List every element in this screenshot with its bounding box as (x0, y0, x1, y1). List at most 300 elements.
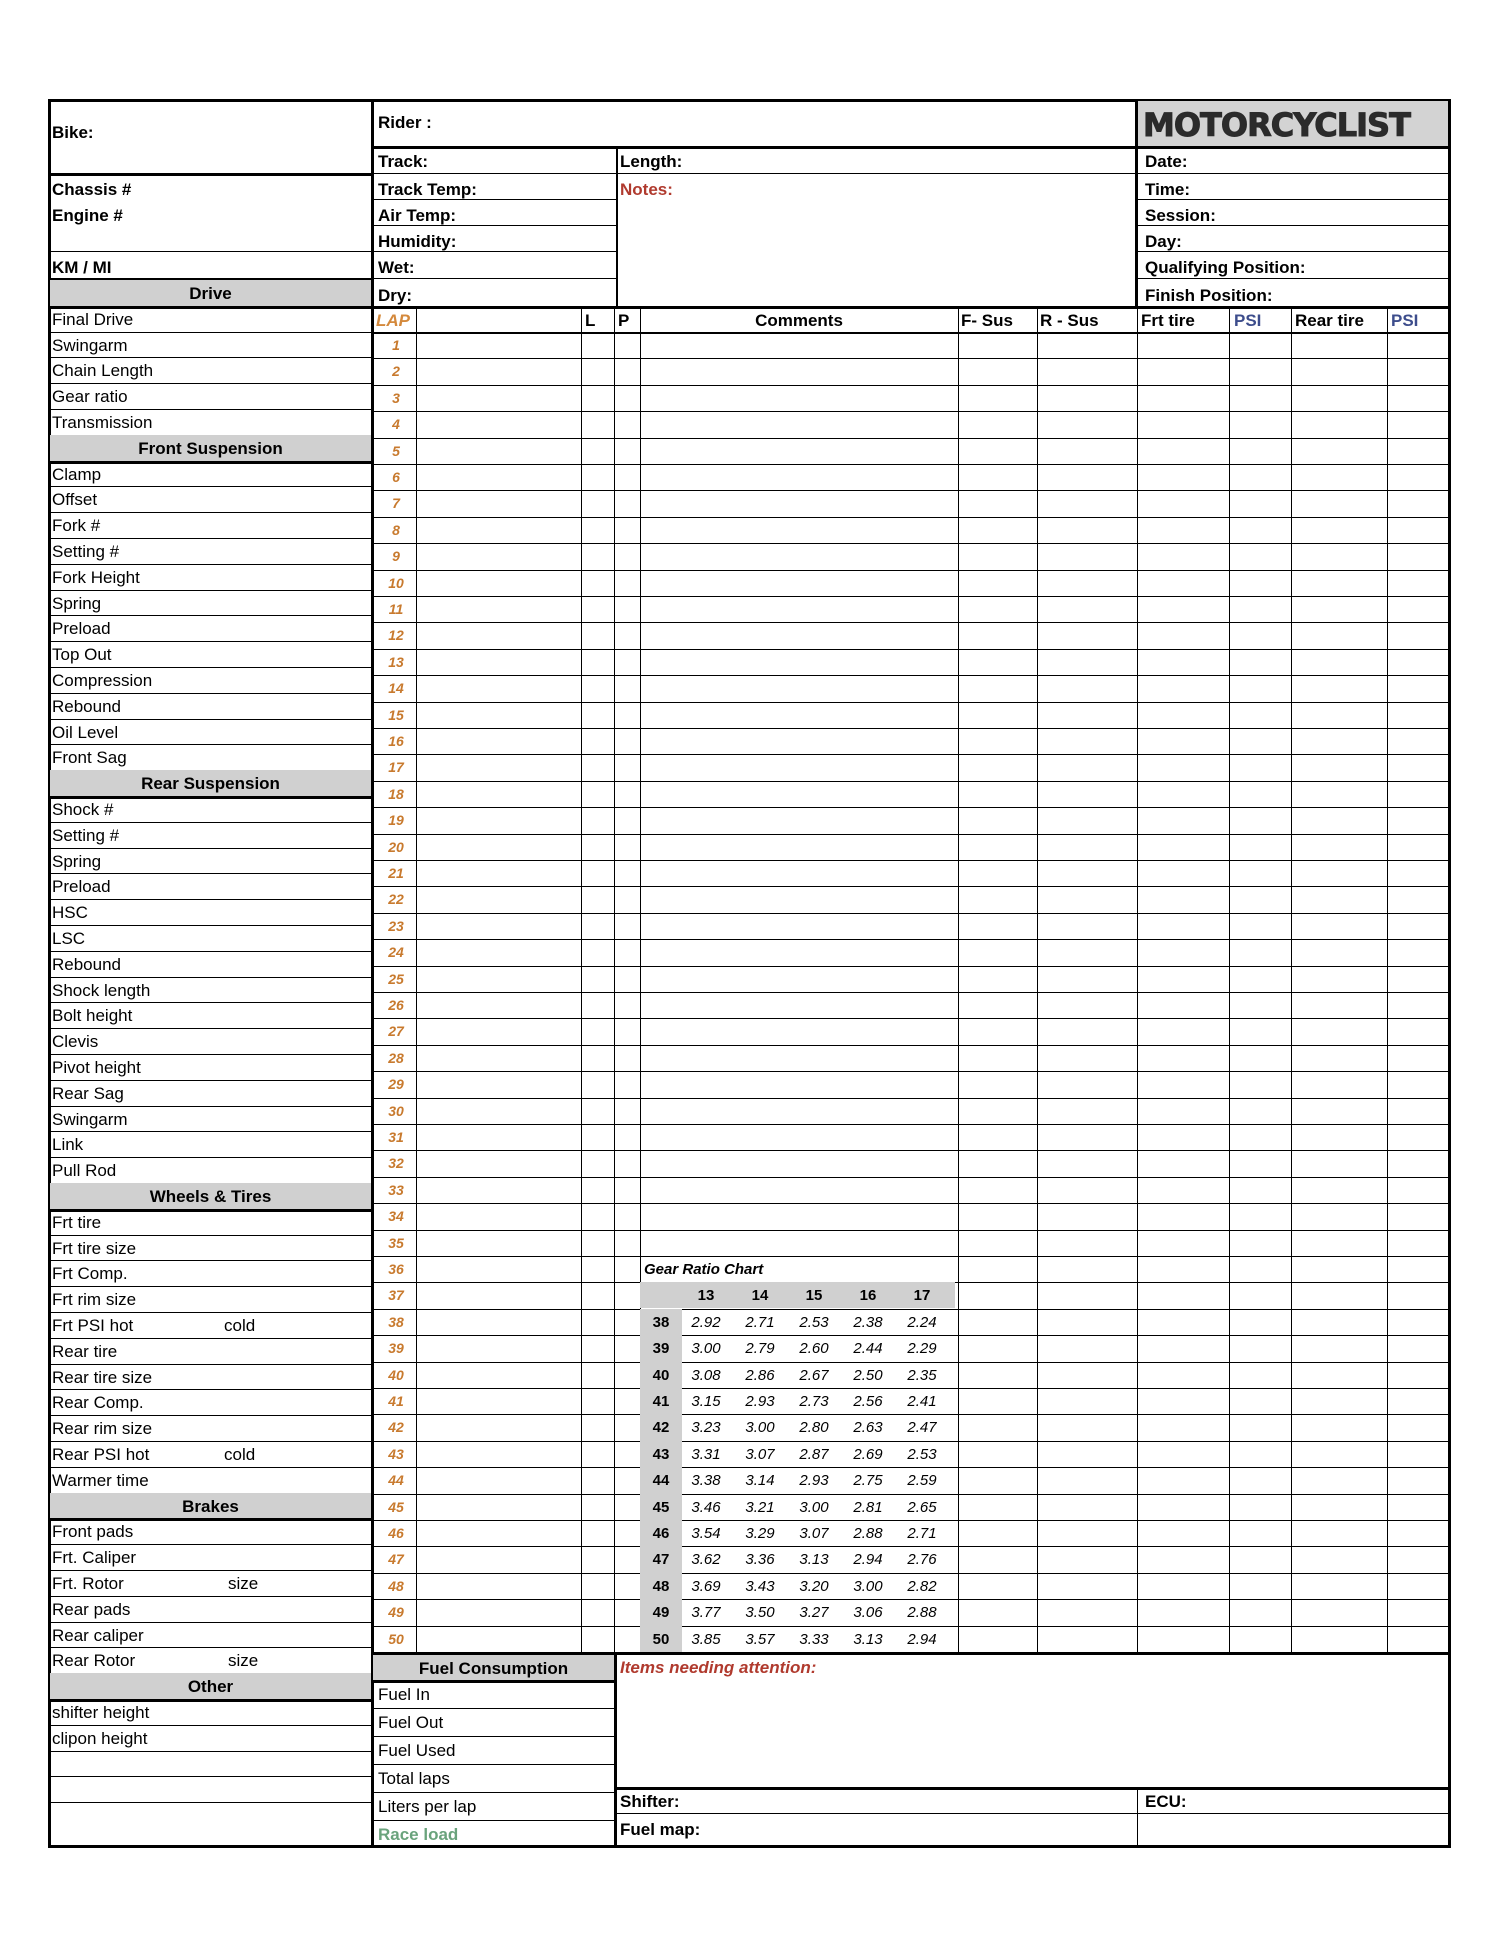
setup-field-label: Rear tire (52, 1342, 118, 1361)
gear-ratio-value: 2.63 (853, 1419, 883, 1436)
lap-number: 44 (388, 1472, 404, 1488)
setup-field-label: Warmer time (52, 1471, 149, 1490)
setup-field-label: Pull Rod (52, 1161, 117, 1180)
engine-label: Engine # (52, 206, 123, 225)
gear-ratio-value: 3.85 (691, 1631, 721, 1648)
rear-tire-header: Rear tire (1295, 311, 1364, 330)
divider (48, 486, 373, 487)
setup-field-label: Setting # (52, 826, 120, 845)
setup-field-label: Spring (52, 594, 102, 613)
lap-number: 42 (388, 1419, 404, 1435)
setup-field-label: clipon height (52, 1729, 148, 1748)
lap-number: 6 (392, 469, 400, 485)
lap-number: 3 (392, 390, 400, 406)
attention-label: Items needing attention: (620, 1658, 817, 1677)
gear-ratio-value: 2.94 (853, 1551, 883, 1568)
gear-rear-sprocket: 48 (652, 1578, 670, 1595)
divider (48, 1338, 373, 1339)
gear-rear-sprocket: 38 (652, 1314, 670, 1331)
setup-field-label: Swingarm (52, 1110, 128, 1129)
divider (48, 564, 373, 565)
setup-field-label: Chain Length (52, 361, 154, 380)
motorcyclist-logo: MOTORCYCLIST (1137, 101, 1448, 146)
air-temp-label: Air Temp: (378, 206, 457, 225)
gear-ratio-value: 3.33 (799, 1631, 829, 1648)
divider (48, 615, 373, 616)
divider (373, 781, 1451, 782)
lap-number: 43 (388, 1446, 404, 1462)
divider (48, 1544, 373, 1545)
divider (373, 1736, 616, 1737)
divider (373, 332, 1451, 334)
divider (48, 1080, 373, 1081)
gear-ratio-value: 2.76 (907, 1551, 937, 1568)
column-divider (1229, 306, 1230, 1652)
frt-tire-header: Frt tire (1141, 311, 1195, 330)
divider (48, 1570, 373, 1571)
gear-ratio-value: 2.88 (853, 1525, 883, 1542)
km-mi-label: KM / MI (52, 258, 112, 277)
gear-ratio-value: 2.44 (853, 1340, 883, 1357)
fuel-title: Fuel Consumption (418, 1659, 569, 1678)
qualifying-label: Qualifying Position: (1145, 258, 1306, 277)
divider (373, 1150, 1451, 1151)
comments-header: Comments (755, 311, 843, 330)
gear-ratio-value: 2.75 (853, 1472, 883, 1489)
lap-number: 14 (388, 680, 404, 696)
divider (373, 834, 1451, 835)
gear-ratio-value: 2.50 (853, 1367, 883, 1384)
gear-ratio-value: 2.71 (745, 1314, 775, 1331)
gear-ratio-value: 2.24 (907, 1314, 937, 1331)
divider (48, 461, 373, 464)
lap-number: 22 (388, 891, 404, 907)
setup-field-label: shifter height (52, 1703, 150, 1722)
length-label: Length: (620, 152, 683, 171)
section-header: Brakes (182, 1497, 239, 1516)
lap-number: 12 (388, 627, 404, 643)
divider (48, 977, 373, 978)
divider (48, 925, 373, 926)
divider (48, 1467, 373, 1468)
gear-ratio-value: 3.54 (691, 1525, 721, 1542)
setup-field-label: Frt. Caliper (52, 1548, 137, 1567)
divider (373, 1820, 616, 1821)
gear-ratio-value: 3.00 (853, 1578, 883, 1595)
lap-number: 41 (388, 1393, 404, 1409)
divider (48, 848, 373, 849)
track-temp-label: Track Temp: (378, 180, 477, 199)
gear-ratio-value: 3.57 (745, 1631, 775, 1648)
gear-ratio-value: 2.73 (799, 1393, 829, 1410)
chassis-label: Chassis # (52, 180, 132, 199)
gear-ratio-value: 2.53 (907, 1446, 937, 1463)
lap-number: 8 (392, 522, 400, 538)
divider (373, 1467, 1451, 1468)
divider (373, 966, 1451, 967)
divider (373, 596, 1451, 597)
section-header: Other (187, 1677, 234, 1696)
column-divider (1291, 306, 1292, 1652)
setup-field-label: Clevis (52, 1032, 99, 1051)
gear-ratio-value: 2.94 (907, 1631, 937, 1648)
setup-field-label: Frt tire (52, 1213, 102, 1232)
divider (373, 1680, 616, 1683)
divider (48, 1802, 373, 1803)
gear-rear-sprocket: 42 (652, 1419, 670, 1436)
divider (48, 1260, 373, 1261)
gear-ratio-value: 3.20 (799, 1578, 829, 1595)
gear-ratio-value: 3.21 (745, 1499, 775, 1516)
divider (48, 1725, 373, 1726)
setup-field-label: Top Out (52, 645, 112, 664)
gear-rear-sprocket: 46 (652, 1525, 670, 1542)
divider (373, 622, 1451, 623)
divider (373, 939, 1451, 940)
gear-ratio-value: 3.38 (691, 1472, 721, 1489)
lap-number: 19 (388, 812, 404, 828)
lap-number: 32 (388, 1155, 404, 1171)
divider (373, 1626, 1451, 1627)
divider (48, 873, 373, 874)
setup-field-extra: size (228, 1574, 259, 1593)
lap-number: 37 (388, 1287, 404, 1303)
setup-field-label: Frt PSI hot (52, 1316, 134, 1335)
divider (48, 1286, 373, 1287)
setup-field-label: Frt tire size (52, 1239, 137, 1258)
gear-ratio-value: 3.62 (691, 1551, 721, 1568)
lap-number: 48 (388, 1578, 404, 1594)
gear-rear-sprocket: 45 (652, 1499, 670, 1516)
divider (48, 538, 373, 539)
gear-rear-sprocket: 49 (652, 1604, 670, 1621)
setup-field-label: Bolt height (52, 1006, 133, 1025)
divider (48, 1518, 373, 1521)
gear-ratio-value: 2.81 (853, 1499, 883, 1516)
gear-ratio-value: 3.36 (745, 1551, 775, 1568)
setup-field-label: Rear pads (52, 1600, 131, 1619)
humidity-label: Humidity: (378, 232, 457, 251)
gear-ratio-value: 2.60 (799, 1340, 829, 1357)
setup-field-label: Clamp (52, 465, 102, 484)
gear-ratio-value: 3.77 (691, 1604, 721, 1621)
divider (48, 719, 373, 720)
lap-number: 33 (388, 1182, 404, 1198)
lap-number: 35 (388, 1235, 404, 1251)
divider (373, 1764, 616, 1765)
divider (373, 702, 1451, 703)
gear-ratio-value: 2.69 (853, 1446, 883, 1463)
divider (373, 1792, 616, 1793)
lap-number: 25 (388, 971, 404, 987)
gear-ratio-value: 3.15 (691, 1393, 721, 1410)
lap-number: 9 (392, 548, 400, 564)
divider (48, 1157, 373, 1158)
setup-field-label: Rear rim size (52, 1419, 153, 1438)
divider (48, 1415, 373, 1416)
setup-field-label: Pivot height (52, 1058, 141, 1077)
divider (373, 649, 1451, 650)
divider (48, 357, 373, 358)
lap-number: 4 (392, 416, 400, 432)
divider (373, 1546, 1451, 1547)
gear-ratio-value: 2.35 (907, 1367, 937, 1384)
divider (373, 992, 1451, 993)
divider (373, 543, 1451, 544)
divider (373, 1414, 1451, 1415)
setup-field-label: Frt Comp. (52, 1264, 128, 1283)
lap-number: 18 (388, 786, 404, 802)
gear-ratio-value: 3.13 (853, 1631, 883, 1648)
setup-field-label: Rear PSI hot (52, 1445, 150, 1464)
gear-ratio-value: 3.00 (745, 1419, 775, 1436)
divider (373, 411, 1451, 412)
divider (48, 512, 373, 513)
divider (48, 667, 373, 668)
gear-ratio-value: 2.56 (853, 1393, 883, 1410)
setup-field-label: HSC (52, 903, 88, 922)
setup-field-label: Fork # (52, 516, 101, 535)
divider (373, 807, 1451, 808)
gear-ratio-value: 2.93 (745, 1393, 775, 1410)
gear-ratio-value: 2.38 (853, 1314, 883, 1331)
gear-ratio-value: 3.14 (745, 1472, 775, 1489)
divider (373, 570, 1451, 571)
divider (48, 409, 373, 410)
divider (373, 1177, 1451, 1178)
setup-field-label: Swingarm (52, 336, 128, 355)
divider (373, 1335, 1451, 1336)
gear-rear-sprocket: 47 (652, 1551, 670, 1568)
lap-number: 23 (388, 918, 404, 934)
column-divider (614, 306, 615, 1652)
gear-front-sprocket: 16 (859, 1287, 877, 1304)
gear-ratio-value: 3.07 (799, 1525, 829, 1542)
gear-rear-sprocket: 50 (652, 1631, 670, 1648)
divider (48, 1441, 373, 1442)
lap-number: 2 (392, 363, 400, 379)
divider (48, 1235, 373, 1236)
lap-number: 39 (388, 1340, 404, 1356)
gear-ratio-value: 2.92 (691, 1314, 721, 1331)
gear-ratio-value: 2.79 (745, 1340, 775, 1357)
divider (48, 641, 373, 642)
fsus-header: F- Sus (961, 311, 1013, 330)
divider (373, 1018, 1451, 1019)
divider (373, 728, 1451, 729)
gear-ratio-value: 2.67 (799, 1367, 829, 1384)
divider (48, 744, 373, 745)
divider (48, 1131, 373, 1132)
divider (48, 1054, 373, 1055)
divider (373, 1494, 1451, 1495)
fuel-field-label: Fuel Used (378, 1741, 456, 1760)
lap-number: 49 (388, 1604, 404, 1620)
lap-number: 47 (388, 1551, 404, 1567)
divider (373, 385, 1451, 386)
bike-label: Bike: (52, 123, 94, 142)
divider (373, 1520, 1451, 1521)
divider (373, 1573, 1451, 1574)
gear-ratio-value: 3.31 (691, 1446, 721, 1463)
lap-number: 29 (388, 1076, 404, 1092)
finish-label: Finish Position: (1145, 286, 1273, 305)
setup-field-label: Final Drive (52, 310, 134, 329)
divider (373, 517, 1451, 518)
setup-field-label: Preload (52, 619, 111, 638)
setup-field-label: Spring (52, 852, 102, 871)
gear-ratio-value: 3.08 (691, 1367, 721, 1384)
gear-ratio-value: 3.13 (799, 1551, 829, 1568)
setup-field-label: Link (52, 1135, 84, 1154)
column-divider (416, 306, 417, 1652)
setup-field-label: Rear tire size (52, 1368, 153, 1387)
gear-ratio-value: 3.50 (745, 1604, 775, 1621)
gear-front-sprocket: 15 (805, 1287, 823, 1304)
lap-number: 7 (392, 495, 400, 511)
gear-ratio-value: 2.93 (799, 1472, 829, 1489)
lap-header: LAP (376, 311, 410, 330)
gear-ratio-value: 2.82 (907, 1578, 937, 1595)
column-divider (1137, 306, 1138, 1652)
divider (48, 332, 373, 333)
divider (48, 899, 373, 900)
setup-field-label: Compression (52, 671, 153, 690)
gear-rear-sprocket: 44 (652, 1472, 670, 1489)
lap-number: 11 (388, 601, 404, 617)
divider (373, 860, 1451, 861)
lap-number: 21 (388, 865, 404, 881)
section-header: Front Suspension (138, 439, 283, 458)
gear-ratio-value: 2.71 (907, 1525, 937, 1542)
setup-field-label: Front Sag (52, 748, 127, 767)
gear-ratio-value: 2.80 (799, 1419, 829, 1436)
lap-number: 38 (388, 1314, 404, 1330)
setup-field-label: Rebound (52, 697, 122, 716)
divider (373, 490, 1451, 491)
setup-field-extra: size (228, 1651, 259, 1670)
gear-ratio-value: 2.53 (799, 1314, 829, 1331)
gear-rear-sprocket: 39 (652, 1340, 670, 1357)
l-header: L (585, 311, 596, 330)
divider (373, 358, 1451, 359)
divider (373, 1309, 1451, 1310)
divider (373, 1441, 1451, 1442)
divider (373, 1708, 616, 1709)
divider (373, 1124, 1451, 1125)
lap-number: 28 (388, 1050, 404, 1066)
divider (48, 1002, 373, 1003)
session-label: Session: (1145, 206, 1216, 225)
lap-number: 10 (388, 575, 404, 591)
gear-front-sprocket: 13 (697, 1287, 715, 1304)
lap-number: 5 (392, 443, 400, 459)
divider (373, 754, 1451, 755)
setup-field-label: Gear ratio (52, 387, 128, 406)
lap-number: 17 (388, 759, 404, 775)
divider (48, 951, 373, 952)
divider (373, 438, 1451, 439)
gear-ratio-value: 2.86 (745, 1367, 775, 1384)
column-divider (581, 306, 582, 1652)
fuel-map-label: Fuel map: (620, 1820, 701, 1839)
p-header: P (618, 311, 630, 330)
column-divider (1387, 306, 1388, 1652)
day-label: Day: (1145, 232, 1182, 251)
psi-header: PSI (1234, 311, 1262, 330)
divider (48, 1312, 373, 1313)
setup-field-extra: cold (224, 1445, 256, 1464)
setup-field-label: Shock length (52, 981, 151, 1000)
divider (48, 1699, 373, 1702)
column-divider (958, 306, 959, 1652)
gear-ratio-value: 3.23 (691, 1419, 721, 1436)
divider (48, 1622, 373, 1623)
divider (373, 1203, 1451, 1204)
divider (48, 590, 373, 591)
divider (48, 796, 373, 799)
gear-ratio-value: 2.41 (907, 1393, 937, 1410)
gear-ratio-value: 2.29 (907, 1340, 937, 1357)
divider (48, 1364, 373, 1365)
gear-ratio-value: 3.43 (745, 1578, 775, 1595)
setup-field-label: Rebound (52, 955, 122, 974)
gear-front-sprocket: 14 (751, 1287, 769, 1304)
setup-field-label: LSC (52, 929, 86, 948)
lap-number: 24 (388, 944, 404, 960)
setup-field-label: Setting # (52, 542, 120, 561)
lap-number: 16 (388, 733, 404, 749)
shifter-label: Shifter: (620, 1792, 680, 1811)
lap-number: 1 (392, 337, 400, 353)
divider (373, 1045, 1451, 1046)
divider (373, 1071, 1451, 1072)
wet-label: Wet: (378, 258, 415, 277)
setup-field-label: Rear caliper (52, 1626, 144, 1645)
section-header: Drive (189, 284, 232, 303)
gear-ratio-value: 3.27 (799, 1604, 829, 1621)
setup-field-label: Front pads (52, 1522, 134, 1541)
gear-ratio-value: 3.07 (745, 1446, 775, 1463)
gear-ratio-value: 2.65 (907, 1499, 937, 1516)
psi-header: PSI (1391, 311, 1419, 330)
gear-rear-sprocket: 41 (652, 1393, 670, 1410)
divider (48, 1596, 373, 1597)
lap-number: 34 (388, 1208, 404, 1224)
divider (48, 1389, 373, 1390)
rider-label: Rider : (378, 113, 432, 132)
lap-number: 13 (388, 654, 404, 670)
fuel-field-label: Fuel In (378, 1685, 430, 1704)
fuel-field-label: Total laps (378, 1769, 450, 1788)
fuel-field-label: Liters per lap (378, 1797, 477, 1816)
gear-rear-sprocket: 43 (652, 1446, 670, 1463)
time-label: Time: (1145, 180, 1191, 199)
lap-number: 27 (388, 1023, 404, 1039)
lap-number: 31 (388, 1129, 404, 1145)
date-label: Date: (1145, 152, 1188, 171)
track-label: Track: (378, 152, 429, 171)
gear-chart-title: Gear Ratio Chart (644, 1261, 764, 1278)
section-header: Rear Suspension (141, 774, 280, 793)
gear-front-sprocket: 17 (913, 1287, 931, 1304)
gear-rear-sprocket: 40 (652, 1367, 670, 1384)
divider (48, 822, 373, 823)
setup-field-label: Rear Rotor (52, 1651, 136, 1670)
setup-field-label: Oil Level (52, 723, 119, 742)
setup-field-label: Shock # (52, 800, 114, 819)
rsus-header: R - Sus (1040, 311, 1099, 330)
